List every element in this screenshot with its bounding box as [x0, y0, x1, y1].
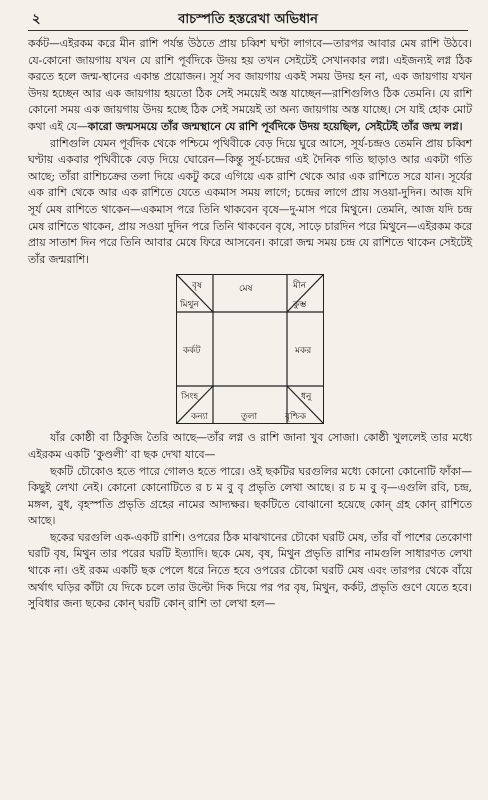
house-kanya: কন্যা [191, 412, 208, 423]
paragraph-motion: রাশিগুলি যেমন পূর্বদিক থেকে পশ্চিমে পৃথিবীকে বেড় দিয়ে ঘুরে আসে, সূর্য-চন্দ্রও তেমনি প্রায় চব্বিশ ঘণ্টায় একবার পৃথিবীকে বেড় দিয়ে ঘোরেন—কিন্তু সূর্য-চন্দ্রের এই দৈনিক গতি ছাড়াও আর একটা গতি আছে; তাঁরা রাশিচক্রের তলা দিয়ে একটু করে এগিয়ে এক রাশি থেকে আর এক রাশিতে সরে যান। সূর্যের এক রাশি থেকে আর এক রাশিতে যেতে একমাস সময় লাগে; চন্দ্রের লাগে প্রায় সওয়া-দুদিন। আজ যদি সূর্য মেষ রাশিতে থাকেন—একমাস পরে তিনি থাকবেন বৃষে—দু-মাস পরে মিথুনে। তেমনি, আজ যদি চন্দ্র মেষ রাশিতে থাকেন, প্রায় সওয়া দুদিন পরে তিনি থাকবেন বৃষে, সাড়ে চারদিন পরে মিথুনে—এইরকম করে প্রায় সাতাশ দিন পরে তিনি আবার মেষে ফিরে আসবেন। কারো জন্ম সময় চন্দ্র যে রাশিতে থাকেন সেইটেই তাঁর জন্মরাশি। [28, 136, 472, 266]
running-header [28, 8, 468, 31]
house-karkata: কৰ্কট [183, 346, 201, 357]
lagna-definition: কারো জন্মসময়ে তাঁর জন্মস্থানে যে রাশি পূর্বদিকে উদয় হয়েছিল, সেইটেই তাঁর জন্ম লগ্ন। [87, 119, 463, 133]
house-brisha: বৃষ [192, 281, 202, 292]
house-mithuna: মিথুন [180, 300, 199, 311]
house-makara: মকর [295, 346, 312, 357]
house-tula: তুলা [241, 412, 258, 423]
house-dhanu: ধনু [301, 392, 312, 403]
paragraph-chhak: ছকটি চৌকোও হতে পারে গোলও হতে পারে। ওই ছকটির ঘরগুলির মধ্যে কোনো কোনোটি ফাঁকা—কিছুই লেখা নেই। কোনো কোনোটিতে র চ ম বু বৃ প্রভৃতি লেখা আছে। র চ ম বু বৃ—এগুলি রবি, চন্দ্র, মঙ্গল, বুধ, বৃহস্পতি প্রভৃতি গ্রহের নামের আদ্যক্ষর। ছকটিতে বোঝানো হয়েছে কোন্ গ্রহ কোন্ রাশিতে আছে। [28, 464, 472, 528]
page-body [28, 36, 472, 796]
running-title: বাচস্পতি হস্তরেখা অভিধান [178, 12, 318, 27]
house-kumbha: কুম্ভ [293, 300, 307, 311]
house-meena: মীন [293, 281, 306, 292]
paragraph-houses: ছকের ঘরগুলি এক-একটি রাশি। ওপরের ঠিক মাঝখানের চৌকো ঘরটি মেষ, তাঁর বাঁ পাশের তেকোণা ঘরটি বৃষ, মিথুন তার পরের ঘরটি ইত্যাদি। ছকে মেষ, বৃষ, মিথুন প্রভৃতি রাশির নামগুলি সাধারণত লেখা থাকে না। ওই রকম একটি ছক পেলে ধরে নিতে হবে ওপরের চৌকো ঘরটি মেষ এবং তারপর থেকে বাঁয়ে অর্থাৎ ঘড়ির কাঁটা যে দিকে চলে তার উল্টো দিক দিয়ে পর পর বৃষ, মিথুন, কর্কট, প্রভৃতি গুণে যেতে হবে। সুবিধার জন্য ছকের কোন্ ঘরটি কোন্ রাশি তা লেখা হল— [28, 530, 472, 611]
lagna-text: কর্কট—এইরকম করে মীন রাশি পর্যন্ত উঠতে প্রায় চব্বিশ ঘণ্টা লাগবে—তারপর আবার মেষ রাশি উঠবে। যে-কোনো জায়গায় যখন যে রাশি পূর্বদিকে উদয় হয় তখন সেইটেই সেখানকার লগ্ন। এইজন্যই লগ্ন ঠিক করতে হলে জন্ম-স্থানের একান্ত প্রয়োজন। সূর্য সব জায়গায় একই সময় উদয় হন না, এক জায়গায় যখন উদয় হচ্ছেন আর এক জায়গায় হয়তো ঠিক সেই সময়েই অস্ত যাচ্ছেন—রাশিগুলিও ঠিক তেমনি। যে রাশি কোনো সময় এক জায়গায় উদয় হচ্ছে ঠিক সেই সময়েই তা অন্য জায়গায় অস্ত যাচ্ছে। সে যাই হোক মোট কথা এই যে— [28, 37, 472, 133]
paragraph-kosthi: যাঁর কোষ্ঠী বা ঠিকুজি তৈরি আছে—তাঁর লগ্ন ও রাশি জানা খুব সোজা। কোষ্ঠী খুললেই তার মধ্যে এইরকম একটি ‘কুণ্ডলী’ বা ছক দেখা যাবে— [28, 431, 472, 461]
kundali-chart [176, 274, 324, 424]
house-mesha: মেষ [239, 284, 253, 295]
house-simha: সিংহ [181, 392, 199, 403]
house-brischika: বৃশ্চিক [285, 412, 307, 423]
page-number: ২ [32, 12, 41, 27]
paragraph-lagna [28, 36, 472, 136]
kundali-figure [28, 274, 472, 424]
